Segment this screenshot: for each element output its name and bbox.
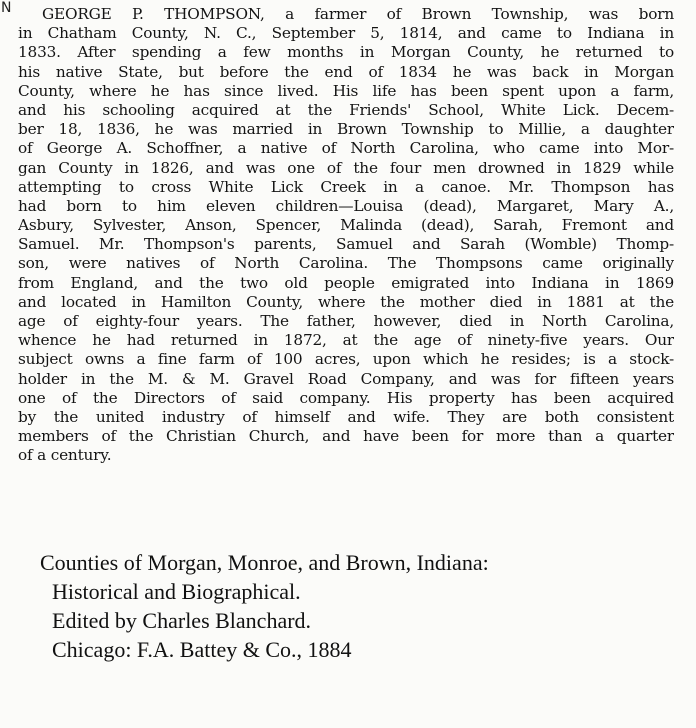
text-line: had born to him eleven children—Louisa (dead), Margaret, Mary A.,	[18, 196, 674, 215]
text-line: of George A. Schoffner, a native of North Carolina, who came into Mor-	[18, 139, 674, 158]
text-line: 1833. After spending a few months in Morgan County, he returned to	[18, 43, 674, 62]
source-citation	[40, 548, 489, 664]
text-line: Asbury, Sylvester, Anson, Spencer, Malinda (dead), Sarah, Fremont and	[18, 216, 674, 235]
corner-mark: N	[1, 0, 12, 16]
text-line: County, where he has since lived. His life has been spent upon a farm,	[18, 81, 674, 100]
text-line: subject owns a fine farm of 100 acres, upon which he resides; is a stock-	[18, 350, 674, 369]
text-line: attempting to cross White Lick Creek in a canoe. Mr. Thompson has	[18, 177, 674, 196]
text-line: whence he had returned in 1872, at the age of ninety-five years. Our	[18, 331, 674, 350]
text-line: by the united industry of himself and wife. They are both consistent	[18, 407, 674, 426]
text-line: members of the Christian Church, and have been for more than a quarter	[18, 427, 674, 446]
text-line: age of eighty-four years. The father, however, died in North Carolina,	[18, 312, 674, 330]
text-line: Samuel. Mr. Thompson's parents, Samuel and Sarah (Womble) Thomp-	[18, 235, 674, 254]
text-line: his native State, but before the end of 1834 he was back in Morgan	[18, 62, 674, 81]
text-line: of a century.	[18, 446, 112, 465]
citation-publisher: Chicago: F.A. Battey & Co., 1884	[52, 637, 352, 662]
text-line: in Chatham County, N. C., September 5, 1814, and came to Indiana in	[18, 24, 674, 43]
text-line: one of the Directors of said company. His property has been acquired	[18, 388, 674, 407]
citation-editor: Edited by Charles Blanchard.	[52, 608, 312, 633]
text-line: holder in the M. & M. Gravel Road Company, and was for fifteen years	[18, 369, 674, 388]
citation-title: Counties of Morgan, Monroe, and Brown, Indiana:	[40, 550, 489, 575]
biography-paragraph	[18, 5, 674, 466]
text-line: GEORGE P. THOMPSON, a farmer of Brown Township, was born	[42, 5, 674, 23]
text-line: and located in Hamilton County, where the mother died in 1881 at the	[18, 292, 674, 311]
text-line: ber 18, 1836, he was married in Brown Township to Millie, a daughter	[18, 120, 674, 139]
text-line: from England, and the two old people emigrated into Indiana in 1869	[18, 273, 674, 292]
citation-subtitle: Historical and Biographical.	[52, 579, 301, 604]
text-line: and his schooling acquired at the Friends' School, White Lick. Decem-	[18, 100, 674, 119]
text-line: gan County in 1826, and was one of the four men drowned in 1829 while	[18, 158, 674, 177]
text-line: son, were natives of North Carolina. The Thompsons came originally	[18, 254, 674, 273]
